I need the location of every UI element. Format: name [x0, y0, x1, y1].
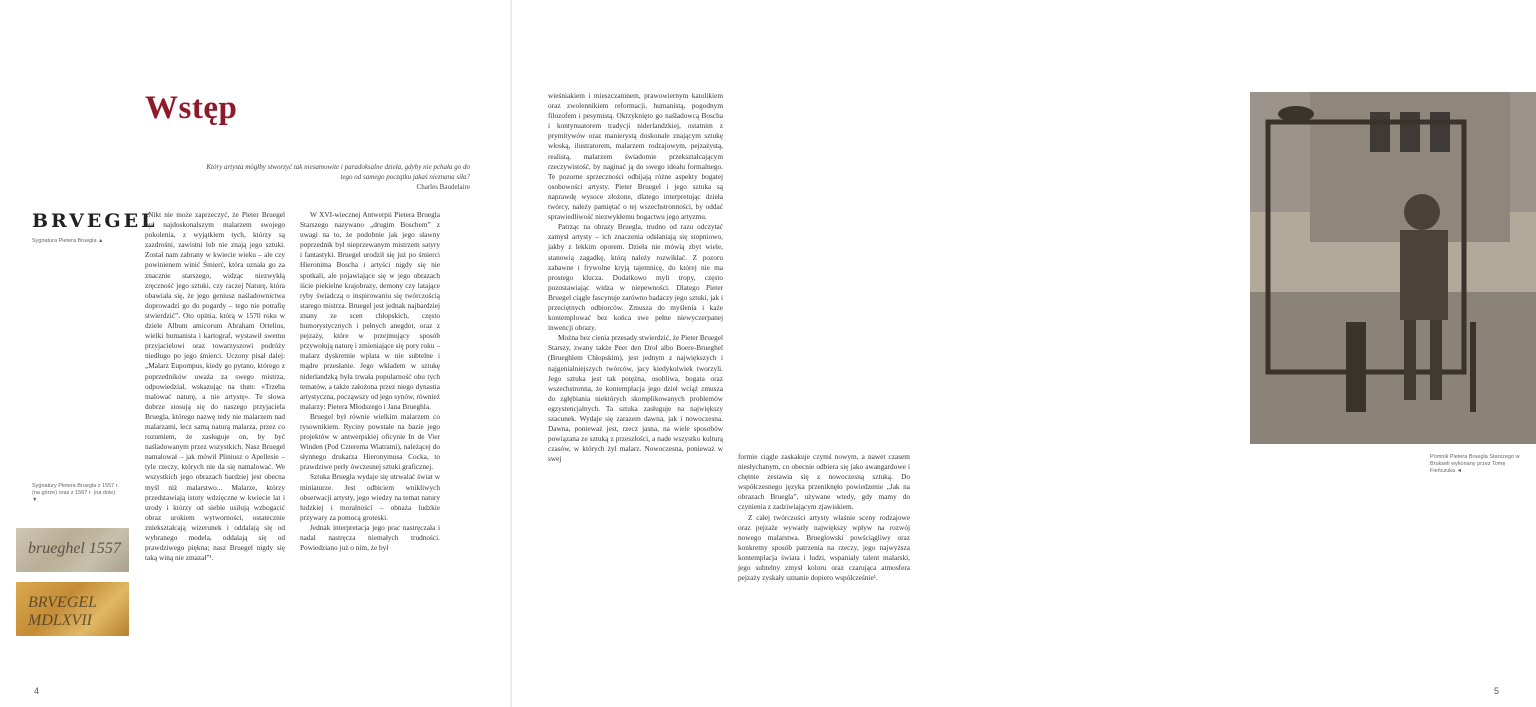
- signature-figure: [32, 210, 157, 245]
- epigraph-text: Który artysta mógłby stworzyć tak niesamowite i paradoksalne dzieła, gdyby nie pchała go do tego od samego początku jakaś nieznana siła?: [206, 163, 470, 181]
- epigraph-author: Charles Baudelaire: [416, 183, 470, 191]
- paragraph: Z całej twórczości artysty właśnie sceny rodzajowe oraz pejzaże wywarły największy wpływ na rozwój nowego malarstwa. Brueglowski powściągliwy oraz konkretny sposób patrzenia na rzeczy, jego najwyższa kontemplacja świata i ludzi, wspaniały talent malarski, jego subtelny zmysł koloru oraz czarująca atmosfera pejzaży zyskały uznanie dopiero współcześnie¹.: [738, 512, 910, 583]
- signature-caption: Sygnatura Pietera Bruegla ▲: [32, 238, 104, 244]
- paragraph: W XVI-wiecznej Antwerpii Pietera Bruegla Starszego nazywano „drugim Boschem” z uwagi na to, że podobnie jak jego sławny poprzednik był nieprzewanym mistrzem satyry i fantastyki. Bruegel urodził się już po śmierci Hieronima Boscha i artyści nigdy się nie spotkali, ale pojawiające się w jego obrazach iście piekielne krajobrazy, demony czy latające ryby świadczą o inspirowaniu się twórczością starego mistrza. Bruegel jest jednak najbardziej znany ze scen chłopskich, często humorystycznych i pełnych anegdot, oraz z pejzaży, które w przejmujący sposób przywołują naturę i zmieniające się pory roku – malarz dyskretnie wplata w nie subtelne i mądre przesłanie. Jego wkładem w sztukę niderlandzką była trwała popularność obu tych tematów, a także założona przez niego dynastia artystyczna, począwszy od jego synów, również malarzy: Pietera Młodszego i Jana Brueghla.: [300, 210, 440, 411]
- paragraph: Patrząc na obrazy Bruegla, trudno od razu odczytać zamysł artysty – ich znaczenia odsłaniają się stopniowo, jakby z lekkim oporem. Dzieła nie mówią zbyt wiele, stanowią zagadkę, którą należy rozwikłać. Z pozoru zabawne i frywolne kryją tajemnicę, do której nie ma prostego klucza. Dodatkowo myli tropy, często pozostawiając widza w niepewności. Dlatego Pieter Bruegel ciągle fascynuje zarówno badaczy jego sztuki, jak i przeciętnych odbiorców. Zmusza do myślenia i każe kontemplować bez końca swe pełne niewyczerpanej inwencji obrazy.: [548, 222, 723, 333]
- paragraph: formie ciągle zaskakuje czymś nowym, a nawet czasem niesłychanym, co obecnie odbiera się jako awangardowe i chętnie zestawia się z nowoczesną sztuką. Do współczesnego języka przeniknęło powiedzenie „Jak na obrazach Bruegla”, używane wtedy, gdy mamy do czynienia z zadziwiającym zjawiskiem.: [738, 452, 910, 512]
- page-title: Wstęp: [145, 90, 238, 126]
- signature-sample-1957-image: [16, 528, 129, 572]
- paragraph: Bruegel był równie wielkim malarzem co rysownikiem. Ryciny powstałe na bazie jego projektów w antwerpskiej oficynie In de Vier Winden (Pod Czterema Wiatrami), należącej do słynnego drukarza Hieronymusa Cocka, to prawdziwe perły ówczesnej sztuki graficznej.: [300, 411, 440, 472]
- paragraph: Sztuka Bruegla wydaje się utrwalać świat w miniaturze. Jest odbiciem wnikliwych obserwacji artysty, jego wiedzy na temat natury ludzkiej i moralności – obnaża ludzkie przywary za pomocą groteski.: [300, 472, 440, 522]
- left-page: [0, 0, 512, 707]
- paragraph: „Nikt nie może zaprzeczyć, że Pieter Bruegel był najdoskonalszym malarzem swojego pokolenia, z wyjątkiem tych, którzy są zazdrośni, zawistni lub nie znają jego sztuki. Został nam zabrany w kwiecie wieku – ale czy powinienem winić Śmierć, która uznała go za znacznie starszego, widząc niezwykłą zręczność jego sztuki, czy raczej Naturę, która obawiała się, że jego geniusz naśladownictwa doprowadzi go do pogardy – tego nie potrafię stwierdzić”. Oto opinia, którą w 1570 roku w dziele Album amicorum Abraham Ortelius, wielki humanista i kartograf, wystawił swemu przyjacielowi oraz towarzyszowi podróży niedługo po jego śmierci. Uczony pisał dalej: „Malarz Eupompus, kiedy go pytano, którego z poprzedników uważa za swego mistrza, odpowiedział, wskazując na tłum: «Trzeba malować naturę, a nie artystę». Te słowa dobrze stosują się do naszego przyjaciela Bruegla, którego nazwę tedy nie malarzem nad malarzami, lecz samą naturą malarza, przez co rozumiem, że zasługuje on, by być naśladowanym przez wszystkich. Nasz Bruegel namalował – jak mówił Pliniusz o Apellesie – tyle rzeczy, których nie da się namalować. We wszystkich jego obrazach bardziej jest obecna myśl niż malarstwo... Malarze, którzy przedstawiają istoty wdzięczne w kwiecie lat i urody i którzy od siebie usiłują wzbogacić obraz urokiem wytworności, ostatecznie zniekształcają wizerunek i oddalają się od wybranego modela, oddalają się od prawdziwego piękna; nasz Bruegel nigdy się taką winą nie zmazał”¹.: [145, 210, 285, 563]
- photo-caption: Pomnik Pietera Bruegla Starszego w Brukseli wykonany przez Tomę Fieńczuka ◄: [1430, 454, 1520, 474]
- paragraph: wieśniakiem i mieszczaninem, prawowiernym katolikiem oraz zwolennikiem reformacji, humanistą, pogodnym filozofem i pesymistą. Okrzyknięto go naśladowcą Boscha i kontynuatorem tradycji niderlandzkiej, ostatnim z prymitywów oraz manierystą doskonale znającym sztukę włoską, ilustratorem, malarzem rodzajowym, pejzażystą, realistą, malarzem świadomie przekształcającym rzeczywistość, by naginać ją do swego ideału formalnego. Te pozorne sprzeczności odbijają różne aspekty bogatej osobowości artysty. Pieter Bruegel i jego sztuka są naprawdę wysoce złożone, dlatego interpretując dzieła twórcy, należy pamiętać o tej wszechstronności, by oddać sprawiedliwość niezwykłemu bogactwu jego artyzmu.: [548, 91, 723, 222]
- signature-sample-1967-image: [16, 582, 129, 636]
- paragraph: Jednak interpretacja jego prac nastręczała i nadal nastręcza niemałych trudności. Powiedziano już o nim, że był: [300, 522, 440, 553]
- statue-illustration: [1250, 92, 1536, 444]
- epigraph: [200, 162, 470, 192]
- signature-sample-2-text: BRVEGEL MDLXVII: [28, 594, 97, 629]
- text-column-2: [300, 210, 440, 553]
- signature-samples-caption: Sygnatury Pietera Bruegla z 1557 r. (na górze) oraz z 1567 r. (na dole) ▼: [32, 483, 119, 503]
- page-number-left: 4: [34, 686, 40, 696]
- signature-sample-1-text: brueghel 1557: [28, 540, 121, 557]
- text-column-4: [738, 452, 910, 583]
- page-number-right: 5: [1494, 686, 1500, 696]
- paragraph: Można bez cienia przesady stwierdzić, że Pieter Bruegel Starszy, zwany także Peer den Drol albo Boere-Brueghel (Brueghlem Chłopskim), jest jednym z największych i najgenialniejszych twórców, jacy kiedykolwiek tworzyli. Jego sztuka jest tak potężna, osobliwa, bogata oraz wszechstronna, że kontemplacja jego dzieł wciąż zmusza do zgłębiania niektórych skomplikowanych problemów egzystencjalnych. Ta sztuka zasługuje na największy szacunek. Wydaje się zarazem dawna, jak i nowoczesna. Dawna, ponieważ jest, rzecz jasna, na wiele sposobów powiązana ze sztuką z przeszłości, a nade wszystko kulturą czasów, w których żył malarz. Nowoczesna, ponieważ w swej: [548, 333, 723, 464]
- text-column-1: [145, 210, 285, 563]
- text-column-3: [548, 91, 723, 464]
- signature-image: BRVEGEL: [32, 210, 158, 232]
- bruegel-statue-photo: [1250, 92, 1536, 444]
